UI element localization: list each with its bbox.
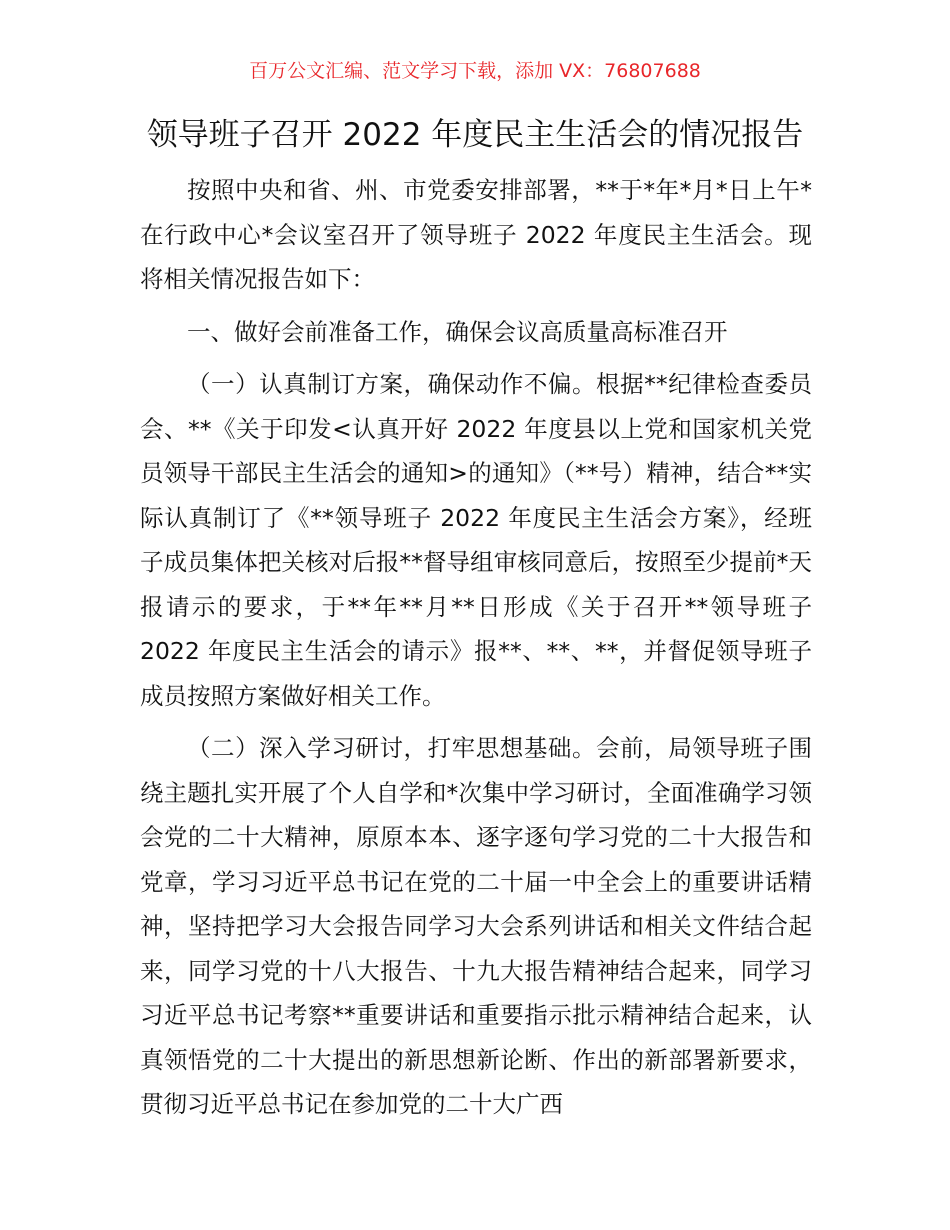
promo-banner: 百万公文汇编、范文学习下载，添加 VX：76807688 — [249, 60, 701, 82]
document-body — [140, 168, 812, 1127]
paragraph-intro: 按照中央和省、州、市党委安排部署，**于*年*月*日上午*在行政中心*会议室召开了领导班子 2022 年度民主生活会。现将相关情况报告如下： — [140, 176, 812, 293]
paragraph-subsection-2: （二）深入学习研讨，打牢思想基础。会前，局领导班子围绕主题扎实开展了个人自学和*次集中学习研讨，全面准确学习领会党的二十大精神，原原本本、逐字逐句学习党的二十大报告和党章，学习习近平总书记在党的二十届一中全会上的重要讲话精神，坚持把学习大会报告同学习大会系列讲话和相关文件结合起来，同学习党的十八大报告、十九大报告精神结合起来，同学习习近平总书记考察**重要讲话和重要指示批示精神结合起来，认真领悟党的二十大提出的新思想新论断、作出的新部署新要求，贯彻习近平总书记在参加党的二十大广西 — [140, 734, 812, 1118]
paragraph-subsection-1: （一）认真制订方案，确保动作不偏。根据**纪律检查委员会、**《关于印发<认真开好 2022 年度县以上党和国家机关党员领导干部民主生活会的通知>的通知》（**号）精神，结合**实际认真制订了《**领导班子 2022 年度民主生活会方案》，经班子成员集体把关核对后报**督导组审核同意后，按照至少提前*天报请示的要求，于**年**月**日形成《关于召开**领导班子 2022 年度民主生活会的请示》报**、**、**，并督促领导班子成员按照方案做好相关工作。 — [140, 370, 812, 710]
section-heading-1: 一、做好会前准备工作，确保会议高质量高标准召开 — [187, 317, 728, 346]
document-title: 领导班子召开 2022 年度民主生活会的情况报告 — [146, 117, 804, 153]
